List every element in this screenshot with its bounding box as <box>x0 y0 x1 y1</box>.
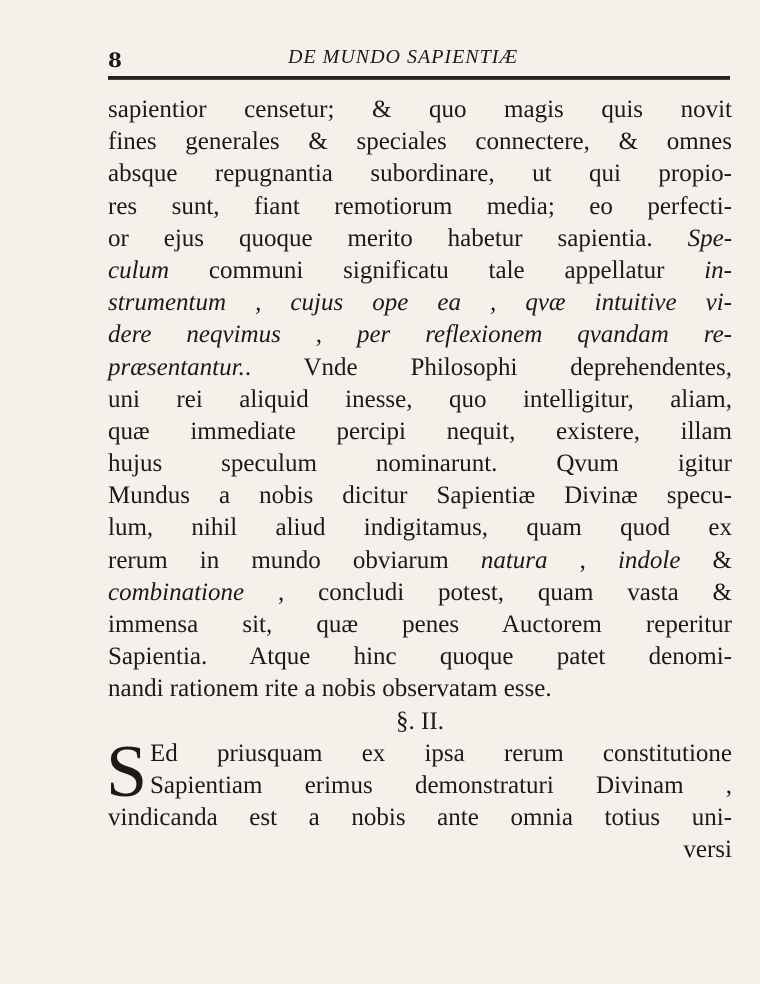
italic-span: combinatione <box>108 578 245 606</box>
text-line: quæ immediate percipi nequit, existere, illam <box>108 417 732 445</box>
section-heading: §. II. <box>396 707 444 735</box>
text-span: . Vnde Philosophi deprehendentes, <box>244 353 732 381</box>
italic-span: in- <box>704 256 732 284</box>
catchword: versi <box>683 836 732 864</box>
text-line: fines generales & speciales connectere, & omnes <box>108 128 732 156</box>
drop-cap: S <box>106 730 148 813</box>
text-line <box>108 545 732 577</box>
text-line: sapientior censetur; & quo magis quis novit <box>108 96 732 123</box>
italic-span: præsentantur. <box>108 353 245 381</box>
page-header <box>108 44 728 76</box>
text-span: , concludi potest, quam vasta & <box>244 578 732 606</box>
text-line: uni rei aliquid inesse, quo intelligitur, aliam, <box>108 385 732 413</box>
text-line: nandi rationem rite a nobis observatam esse. <box>108 675 552 703</box>
text-line <box>108 577 732 609</box>
text-span: & <box>680 546 732 574</box>
running-head: DE MUNDO SAPIENTIÆ <box>288 46 519 68</box>
text-line: lum, nihil aliud indigitamus, quam quod ex <box>108 514 732 542</box>
header-rule <box>108 76 730 80</box>
text-line <box>108 223 732 255</box>
text-line: res sunt, fiant remotiorum media; eo perfecti- <box>108 192 732 220</box>
text-line: hujus speculum nominarunt. Qvum igitur <box>108 450 732 478</box>
text-line <box>108 352 732 384</box>
italic-span: culum <box>108 256 170 284</box>
text-line: immensa sit, quæ penes Auctorem reperitur <box>108 611 732 638</box>
text-span: , <box>547 546 618 574</box>
text-line <box>108 255 732 287</box>
text-span: or ejus quoque merito habetur sapientia. <box>108 224 653 252</box>
text-line: strumentum , cujus ope ea , qvæ intuitive vi- <box>108 289 732 317</box>
text-line: vindicanda est a nobis ante omnia totius uni- <box>108 804 732 832</box>
body-text <box>108 94 732 867</box>
italic-span: Spe- <box>687 224 733 252</box>
text-line: Mundus a nobis dicitur Sapientiæ Divinæ specu- <box>108 482 732 510</box>
text-line: Sapientiam erimus demonstraturi Divinam , <box>150 771 732 799</box>
page-number: 8 <box>108 48 122 72</box>
text-line: dere neqvimus , per reflexionem qvandam re- <box>108 321 732 349</box>
text-span: Ed priusquam ex ipsa rerum constitutione <box>150 739 732 767</box>
text-line: absque repugnantia subordinare, ut qui propio- <box>108 160 732 188</box>
text-span: rerum in mundo obviarum <box>108 546 449 574</box>
text-line: Sapientia. Atque hinc quoque patet denomi- <box>108 643 732 671</box>
italic-span: natura <box>480 546 548 574</box>
text-span: communi significatu tale appellatur <box>169 256 705 284</box>
italic-span: indole <box>617 546 681 574</box>
